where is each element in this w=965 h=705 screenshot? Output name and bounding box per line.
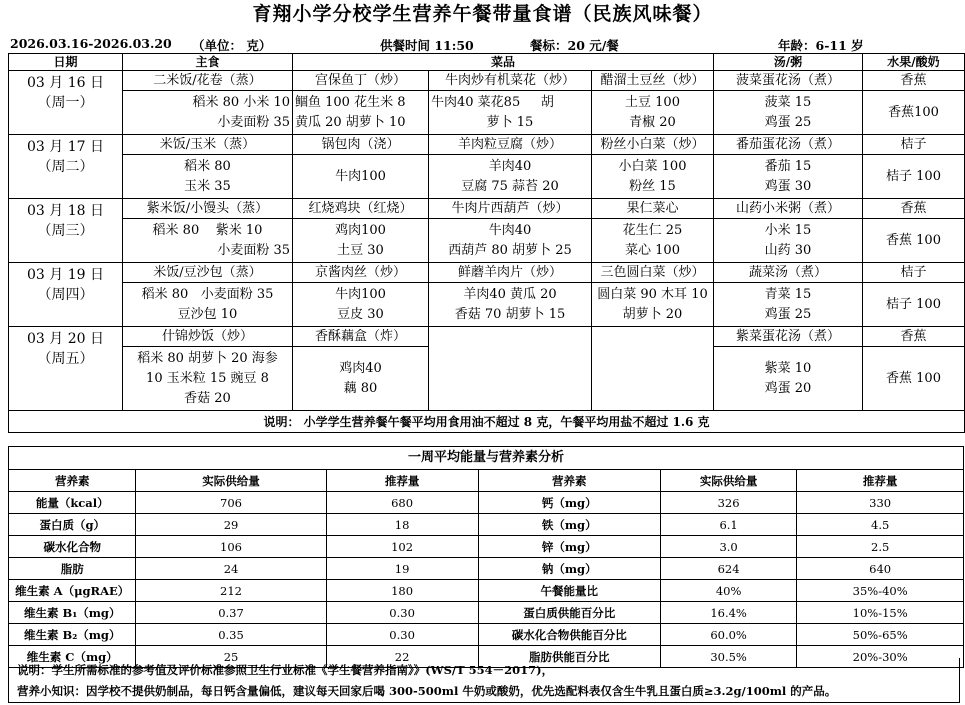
recommended-value: 18 <box>326 514 478 536</box>
dish-3-ingredients: 土豆 100 青椒 20 <box>592 91 714 135</box>
dish-2-ingredients: 牛肉40 菜花85 胡 萝卜 15 <box>429 91 592 135</box>
fruit-ingredients: 香蕉 100 <box>863 347 965 411</box>
fruit-ingredients: 桔子 100 <box>863 283 965 327</box>
table-row <box>9 624 964 646</box>
fruit-item: 香蕉 <box>863 71 965 91</box>
fruit-ingredients: 香蕉 100 <box>863 219 965 263</box>
dish-1: 红烧鸡块（红烧） <box>293 199 429 219</box>
date-range: 2026.03.16-2026.03.20 <box>10 36 172 51</box>
nutrient-name: 维生素 C（mg） <box>9 646 136 668</box>
soup-dish: 山药小米粥（煮） <box>714 199 863 219</box>
fruit-item: 桔子 <box>863 135 965 155</box>
nutrient-name: 锌（mg） <box>478 536 660 558</box>
dish-3: 三色圆白菜（炒） <box>592 263 714 283</box>
nutrient-name: 维生素 B₂（mg） <box>9 624 136 646</box>
header-fruit: 水果/酸奶 <box>863 54 965 71</box>
table-row <box>9 492 964 514</box>
fruit-ingredients: 桔子 100 <box>863 155 965 199</box>
dish-3-ingredients: 圆白菜 90 木耳 10 胡萝卜 20 <box>592 283 714 327</box>
dish-2: 牛肉片西葫芦（炒） <box>429 199 592 219</box>
fruit-ingredients: 香蕉100 <box>863 91 965 135</box>
nutrient-name: 钙（mg） <box>478 492 660 514</box>
soup-ingredients: 菠菜 15 鸡蛋 25 <box>714 91 863 135</box>
age-range: 年龄：6-11 岁 <box>778 38 864 53</box>
day-cell <box>9 135 123 199</box>
day-cell <box>9 199 123 263</box>
header-staple: 主食 <box>123 54 293 71</box>
day-weekday: （周三） <box>37 223 94 239</box>
day-weekday: （周一） <box>37 95 94 111</box>
nutrient-name: 铁（mg） <box>478 514 660 536</box>
nutrient-name: 钠（mg） <box>478 558 660 580</box>
recommended-value: 180 <box>326 580 478 602</box>
dish-3-ingredients: 花生仁 25 菜心 100 <box>592 219 714 263</box>
actual-value: 326 <box>660 492 796 514</box>
unit-label: （单位： 克） <box>192 38 272 53</box>
actual-value: 0.37 <box>136 602 326 624</box>
analysis-header: 实际供给量 <box>660 470 796 492</box>
actual-value: 16.4% <box>660 602 796 624</box>
table-row <box>9 558 964 580</box>
staple-dish: 米饭/玉米（蒸） <box>123 135 293 155</box>
fruit-item: 香蕉 <box>863 199 965 219</box>
staple-ingredients: 稻米 80 玉米 35 <box>123 155 293 199</box>
nutrient-name: 蛋白质供能百分比 <box>478 602 660 624</box>
actual-value: 24 <box>136 558 326 580</box>
analysis-header: 推荐量 <box>797 470 964 492</box>
staple-dish: 米饭/豆沙包（蒸） <box>123 263 293 283</box>
recommended-value: 10%-15% <box>797 602 964 624</box>
staple-dish: 什锦炒饭（炒） <box>123 327 293 347</box>
day-cell <box>9 71 123 135</box>
day-weekday: （周四） <box>37 287 94 303</box>
dish-2: 羊肉粒豆腐（炒） <box>429 135 592 155</box>
staple-ingredients: 稻米 80 紫米 10 小麦面粉 35 <box>123 219 293 263</box>
actual-value: 0.35 <box>136 624 326 646</box>
actual-value: 212 <box>136 580 326 602</box>
analysis-header: 营养素 <box>478 470 660 492</box>
nutrient-name: 脂肪 <box>9 558 136 580</box>
table-row <box>9 514 964 536</box>
dish-1-ingredients: 鸡肉40 藕 80 <box>293 347 429 411</box>
dish-1: 锅包肉（浇） <box>293 135 429 155</box>
day-cell <box>9 327 123 411</box>
actual-value: 624 <box>660 558 796 580</box>
recommended-value: 102 <box>326 536 478 558</box>
day-date: 03 月 19 日 <box>27 267 104 283</box>
nutrient-name: 维生素 A（μgRAE） <box>9 580 136 602</box>
header-soup: 汤/粥 <box>714 54 863 71</box>
actual-value: 3.0 <box>660 536 796 558</box>
dish-1: 京酱肉丝（炒） <box>293 263 429 283</box>
dish-1: 香酥藕盒（炸） <box>293 327 429 347</box>
footer-notes <box>8 658 960 703</box>
analysis-title: 一周平均能量与营养素分析 <box>9 447 964 470</box>
dish-2-ingredients: 羊肉40 豆腐 75 蒜苔 20 <box>429 155 592 199</box>
staple-dish: 紫米饭/小馒头（蒸） <box>123 199 293 219</box>
recommended-value: 0.30 <box>326 602 478 624</box>
fruit-item: 桔子 <box>863 263 965 283</box>
header-dishes: 菜品 <box>293 54 714 71</box>
day-date: 03 月 16 日 <box>27 75 104 91</box>
nutrient-name: 碳水化合物供能百分比 <box>478 624 660 646</box>
actual-value: 60.0% <box>660 624 796 646</box>
dish-1-ingredients: 牛肉100 <box>293 155 429 199</box>
day-date: 03 月 18 日 <box>27 203 104 219</box>
day-cell <box>9 263 123 327</box>
dish-3-empty <box>592 327 714 411</box>
dish-1-ingredients: 鸡肉100 土豆 30 <box>293 219 429 263</box>
staple-ingredients: 稻米 80 小麦面粉 35 豆沙包 10 <box>123 283 293 327</box>
nutrient-name: 碳水化合物 <box>9 536 136 558</box>
dish-2-ingredients: 羊肉40 黄瓜 20 香菇 70 胡萝卜 15 <box>429 283 592 327</box>
dish-3-ingredients: 小白菜 100 粉丝 15 <box>592 155 714 199</box>
meal-price: 餐标：20 元/餐 <box>530 38 619 53</box>
actual-value: 6.1 <box>660 514 796 536</box>
table-row <box>9 536 964 558</box>
day-date: 03 月 17 日 <box>27 139 104 155</box>
nutrient-name: 蛋白质（g） <box>9 514 136 536</box>
soup-ingredients: 紫菜 10 鸡蛋 20 <box>714 347 863 411</box>
footer-nutrition-tip: 营养小知识：因学校不提供奶制品，每日钙含量偏低，建议每天回家后喝 300-500ml 牛奶或酸奶，优先选配料表仅含生牛乳且蛋白质≥3.2g/100ml 的产品。 <box>17 684 837 698</box>
dish-2: 鲜蘑羊肉片（炒） <box>429 263 592 283</box>
staple-ingredients: 稻米 80 胡萝卜 20 海参 10 玉米粒 15 豌豆 8 香菇 20 <box>123 347 293 411</box>
soup-ingredients: 小米 15 山药 30 <box>714 219 863 263</box>
analysis-header: 实际供给量 <box>136 470 326 492</box>
soup-dish: 番茄蛋花汤（煮） <box>714 135 863 155</box>
dish-1-ingredients: 鲴鱼 100 花生米 8 黄瓜 20 胡萝卜 10 <box>293 91 429 135</box>
nutrient-name: 能量（kcal） <box>9 492 136 514</box>
actual-value: 706 <box>136 492 326 514</box>
recommended-value: 0.30 <box>326 624 478 646</box>
nutrient-name: 午餐能量比 <box>478 580 660 602</box>
recommended-value: 4.5 <box>797 514 964 536</box>
dish-2-empty <box>429 327 592 411</box>
recommended-value: 640 <box>797 558 964 580</box>
soup-ingredients: 番茄 15 鸡蛋 30 <box>714 155 863 199</box>
actual-value: 30.5% <box>660 646 796 668</box>
staple-ingredients: 稻米 80 小米 10 小麦面粉 35 <box>123 91 293 135</box>
recommended-value: 2.5 <box>797 536 964 558</box>
day-weekday: （周二） <box>37 159 94 175</box>
dish-2-ingredients: 牛肉40 西葫芦 80 胡萝卜 25 <box>429 219 592 263</box>
soup-dish: 蔬菜汤（煮） <box>714 263 863 283</box>
serving-time: 供餐时间 11:50 <box>380 38 474 53</box>
nutrient-name: 维生素 B₁（mg） <box>9 602 136 624</box>
soup-dish: 菠菜蛋花汤（煮） <box>714 71 863 91</box>
fruit-item: 香蕉 <box>863 327 965 347</box>
table-row <box>9 602 964 624</box>
soup-dish: 紫菜蛋花汤（煮） <box>714 327 863 347</box>
dish-2: 牛肉炒有机菜花（炒） <box>429 71 592 91</box>
footer-standard-note: 说明：学生所需标准的参考值及评价标准参照卫生行业标准《学生餐营养指南》》(WS/T 554－2017)， <box>17 663 554 677</box>
dish-1: 宫保鱼丁（炒） <box>293 71 429 91</box>
weekly-menu-table <box>8 53 965 433</box>
recommended-value: 680 <box>326 492 478 514</box>
soup-ingredients: 青菜 15 鸡蛋 25 <box>714 283 863 327</box>
analysis-header: 推荐量 <box>326 470 478 492</box>
menu-note: 说明： 小学学生营养餐午餐平均用食用油不超过 8 克，午餐平均用盐不超过 1.6 克 <box>9 411 965 433</box>
recommended-value: 35%-40% <box>797 580 964 602</box>
dish-1-ingredients: 牛肉100 豆皮 30 <box>293 283 429 327</box>
nutrition-analysis-table <box>8 446 964 668</box>
actual-value: 25 <box>136 646 326 668</box>
actual-value: 40% <box>660 580 796 602</box>
nutrient-name: 脂肪供能百分比 <box>478 646 660 668</box>
menu-info-bar <box>0 34 965 54</box>
header-date: 日期 <box>9 54 123 71</box>
dish-3: 果仁菜心 <box>592 199 714 219</box>
staple-dish: 二米饭/花卷（蒸） <box>123 71 293 91</box>
recommended-value: 19 <box>326 558 478 580</box>
recommended-value: 330 <box>797 492 964 514</box>
actual-value: 106 <box>136 536 326 558</box>
dish-3: 粉丝小白菜（炒） <box>592 135 714 155</box>
recommended-value: 22 <box>326 646 478 668</box>
dish-3: 醋溜土豆丝（炒） <box>592 71 714 91</box>
analysis-header: 营养素 <box>9 470 136 492</box>
recommended-value: 50%-65% <box>797 624 964 646</box>
day-weekday: （周五） <box>37 351 94 367</box>
actual-value: 29 <box>136 514 326 536</box>
table-row <box>9 580 964 602</box>
page-title: 育翔小学分校学生营养午餐带量食谱（民族风味餐） <box>252 3 713 25</box>
day-date: 03 月 20 日 <box>27 331 104 347</box>
recommended-value: 20%-30% <box>797 646 964 668</box>
